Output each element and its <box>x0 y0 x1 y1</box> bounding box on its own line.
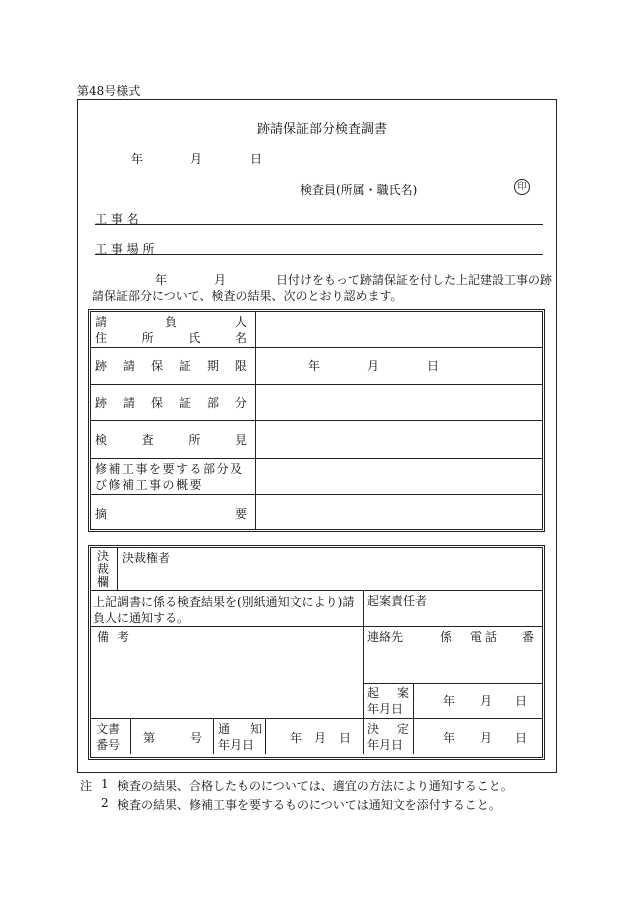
notes-prefix: 注 <box>80 779 93 793</box>
statement-line2: 請保証部分について、検査の結果、次のとおり認めます。 <box>92 289 403 303</box>
phone-label: 電話 <box>470 630 501 644</box>
inspector-label: 検査員(所属・職氏名) <box>300 183 418 197</box>
guarantee-part-value[interactable] <box>259 387 539 418</box>
date-year: 年 <box>131 152 144 166</box>
note-2-number: 2 <box>101 796 109 810</box>
note-1-text: 検査の結果、合格したものについては、適宜の方法により通知すること。 <box>117 779 513 793</box>
doc-go: 号 <box>190 731 203 745</box>
decision-month: 月 <box>480 731 493 745</box>
decision-authority-label: 決裁権者 <box>122 551 171 565</box>
decision-year: 年 <box>443 731 456 745</box>
date-day: 日 <box>250 152 263 166</box>
period-year: 年 <box>308 359 321 373</box>
note-1-number: 1 <box>101 777 109 791</box>
approval-remarks-value[interactable] <box>93 645 361 716</box>
seal-icon: 印 <box>514 179 530 195</box>
guarantee-period-label: 跡 請 保 証 期 限 <box>95 359 247 373</box>
notice-month: 月 <box>314 731 327 745</box>
address-name-label: 住 所 氏 名 <box>95 331 247 345</box>
repair-label-line2: び修補工事の概要 <box>95 478 204 492</box>
guarantee-part-label: 跡 請 保 証 部 分 <box>95 396 247 410</box>
decision-date-label-top: 決 定 <box>367 722 409 736</box>
statement-line1: 日付けをもって跡請保証を付した上記建設工事の跡 <box>276 273 553 287</box>
decision-date-label-bottom: 年月日 <box>367 738 404 752</box>
notice-date-label-top: 通 知 <box>218 722 262 736</box>
contractor-label: 請 負 人 <box>95 315 247 329</box>
notify-text-line2: 負人に通知する。 <box>93 611 190 625</box>
phone-number-label: 番 <box>522 630 535 644</box>
draft-year: 年 <box>443 694 456 708</box>
work-name-line[interactable] <box>95 224 543 225</box>
notice-day: 日 <box>339 731 352 745</box>
document-title: 跡請保証部分検査調書 <box>257 122 388 137</box>
statement-month: 月 <box>214 273 227 287</box>
doc-number-label-top: 文書 <box>96 722 121 736</box>
drafter-label: 起案責任者 <box>367 594 428 608</box>
draft-date-label-top: 起 案 <box>367 686 409 700</box>
draft-month: 月 <box>480 694 493 708</box>
contact-section-label: 係 <box>440 630 453 644</box>
contractor-value[interactable] <box>259 313 539 345</box>
period-day: 日 <box>427 359 440 373</box>
notice-date-label-bottom: 年月日 <box>218 738 255 752</box>
remarks-label: 摘 要 <box>95 507 247 521</box>
repair-value[interactable] <box>259 461 539 492</box>
doc-number-label-bottom: 番号 <box>96 738 121 752</box>
period-month: 月 <box>367 359 380 373</box>
work-place-label: 工 事 場 所 <box>95 242 155 256</box>
approval-remarks-label: 備 考 <box>97 630 129 644</box>
findings-value[interactable] <box>259 423 539 456</box>
work-name-label: 工 事 名 <box>95 212 139 226</box>
decision-day: 日 <box>515 731 528 745</box>
doc-dai: 第 <box>143 731 156 745</box>
form-number: 第48号様式 <box>77 84 141 98</box>
findings-label: 検 査 所 見 <box>95 433 247 447</box>
note-2-text: 検査の結果、修補工事を要するものについては通知文を添付すること。 <box>117 798 501 812</box>
contact-label: 連絡先 <box>367 630 404 644</box>
draft-date-label-bottom: 年月日 <box>367 702 404 716</box>
draft-day: 日 <box>515 694 528 708</box>
notice-year: 年 <box>290 731 303 745</box>
remarks-value[interactable] <box>259 497 539 526</box>
repair-label-line1: 修補工事を要する部分及 <box>95 462 244 476</box>
date-month: 月 <box>190 152 203 166</box>
statement-year: 年 <box>155 273 168 287</box>
decision-column-label: 決 裁 欄 <box>97 549 110 589</box>
notify-text-line1: 上記調書に係る検査結果を(別紙通知文により)請 <box>93 595 355 609</box>
work-place-line[interactable] <box>95 254 543 255</box>
